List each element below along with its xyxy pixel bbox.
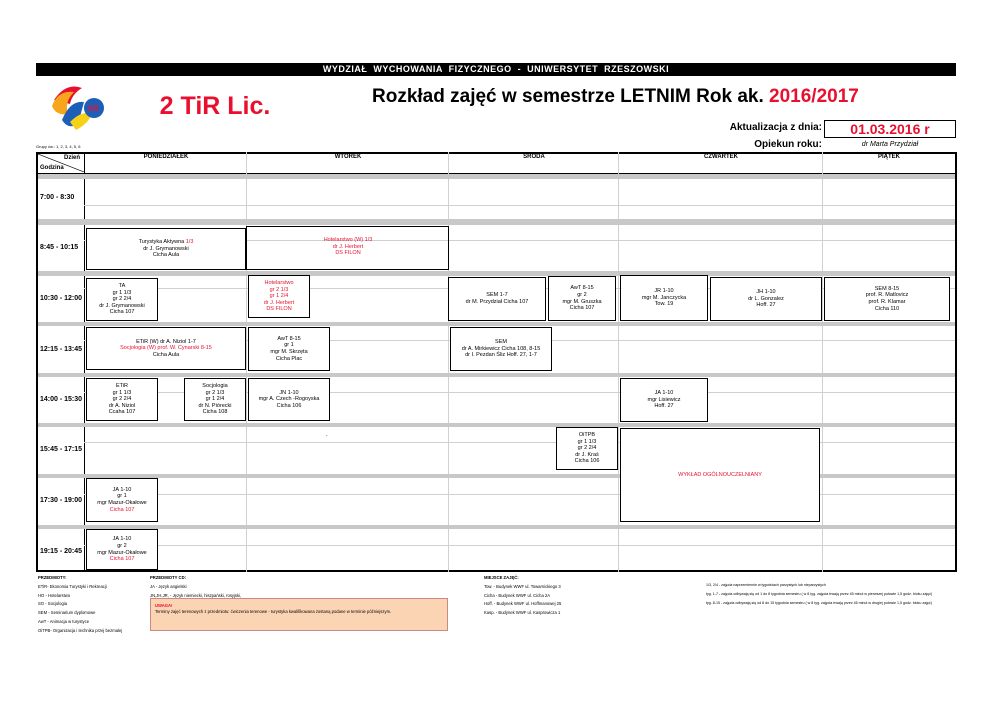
legend-item: JA - Język angielski — [150, 583, 187, 589]
class-line: mgr M. Gruszka — [562, 298, 602, 305]
class-line: gr 2 2/4 — [577, 445, 597, 452]
legend-item: tyg. 1-7 - zajęcia odbywają się od 1 do 8 tygodnia semestru ( w 8 tyg. zajęcia trwają przez 45 minut w pierwszej połowie 1,5 godz. bloku zajęć) — [706, 591, 933, 596]
class-line: Cicha 106 — [276, 402, 302, 409]
time-slot-1030: 10:30 - 12:00 — [40, 295, 83, 302]
class-line: gr 1 2/4 — [269, 293, 289, 300]
grid-line — [822, 152, 823, 572]
class-line: Socjologia (W) prof. W. Cynarski 8-15 — [120, 345, 212, 352]
legend-item: OiTPB- Organizacja i technika przej bezmalej — [38, 627, 123, 633]
class-line: gr 1 1/3 — [112, 389, 132, 396]
legend-item: Cicha - Budynek WWF ul. Cicha 2A — [484, 592, 551, 598]
class-line: Cicha 107 — [569, 305, 595, 312]
legend-item: ETiR- Ekonomia Turystyki i Rekreacji — [38, 583, 107, 589]
time-slot-1215: 12:15 - 13:45 — [40, 346, 83, 353]
class-line: ETiR — [115, 383, 129, 390]
class-line: gr 1 1/3 — [112, 289, 132, 296]
class-line: mgr Lisiewicz — [647, 396, 681, 403]
class-line: gr 2 1/3 — [205, 389, 225, 396]
class-line: mgr A. Czech -Rogoyska — [258, 396, 320, 403]
supervisor-label: Opiekun roku: — [754, 139, 822, 150]
class-line: DS FILON — [335, 250, 361, 257]
class-line: Cicha 107 — [109, 309, 135, 316]
grid-line — [84, 494, 955, 495]
supervisor-name: dr Marta Przydział — [861, 141, 919, 148]
note-box — [150, 598, 448, 631]
update-date: 01.03.2016 r — [824, 120, 956, 138]
class-line: OiTPB — [578, 432, 596, 439]
svg-text:tiR: tiR — [88, 104, 99, 113]
class-thu-1030-jr[interactable] — [620, 275, 708, 321]
legend-item: tyg. 8-15 - zajęcia odbywają się od 8 do 15 tygodnia semestru ( w 8 tyg. zajęcia trwają przez 45 minut w drugiej połowie 1,5 godz. bloku zajęć) — [706, 600, 932, 605]
day-header-wednesday: ŚRODA — [523, 154, 545, 160]
legend-item: 1/3, 2/4 - zajęcia naprzemiennie w tygodniach parzystych lub nieparzystych — [706, 583, 826, 587]
class-mon-1215[interactable] — [86, 327, 246, 370]
legend-subjects — [38, 574, 122, 636]
class-line: Cicha 107 — [109, 506, 135, 513]
title-text: Rozkład zajęć w semestrze LETNIM Rok ak. — [372, 86, 764, 107]
class-line: dr A. Niziol — [108, 402, 136, 409]
class-line: WYKŁAD OGÓLNOUCZELNIANY — [678, 471, 762, 478]
class-wed-1545[interactable] — [556, 427, 618, 470]
day-header-friday: PIĄTEK — [877, 154, 900, 160]
class-line: dr M. Przydział Cicha 107 — [465, 299, 529, 305]
class-thu-1400[interactable] — [620, 378, 708, 422]
row-separator — [38, 174, 955, 179]
faculty-banner: WYDZIAŁ WYCHOWANIA FIZYCZNEGO - UNIWERSYTET RZESZOWSKI — [36, 63, 956, 76]
class-mon-1400-etir[interactable] — [86, 378, 158, 421]
grid-line — [84, 442, 955, 443]
class-tue-1400[interactable] — [248, 378, 330, 421]
row-separator — [38, 525, 955, 529]
class-line: Tow. 19 — [654, 301, 674, 308]
class-mon-1730[interactable] — [86, 478, 158, 522]
update-label: Aktualizacja z dnia: — [729, 122, 822, 133]
class-line: dr J. Grymanowski — [99, 302, 145, 309]
class-tue-1215[interactable] — [248, 327, 330, 371]
class-line: AwT 8-15 — [570, 285, 594, 292]
class-line: gr 2 2/4 — [112, 396, 132, 403]
row-separator — [38, 219, 955, 225]
legend-places-title: MIEJSCE ZAJĘĆ: — [484, 575, 519, 580]
corner-day-label: Dzień — [64, 155, 81, 161]
class-fri-1030[interactable] — [824, 277, 950, 321]
class-line: dr J. Grymanowski — [143, 245, 189, 252]
time-slot-1915: 19:15 - 20:45 — [40, 548, 83, 555]
class-mon-0845[interactable] — [86, 228, 246, 270]
class-line: dr J. Herbert — [263, 299, 295, 306]
class-line: JN 1-10 — [279, 389, 299, 396]
class-line: Cicha 106 — [574, 458, 600, 465]
class-line: gr 2 — [577, 291, 587, 298]
time-slot-0845: 8:45 - 10:15 — [40, 244, 79, 251]
class-line: gr 1 2/4 — [205, 396, 225, 403]
class-line: Socjologia — [202, 383, 228, 390]
class-line: Hotelarstwo (W) 1/3 — [323, 237, 373, 244]
academic-year: 2016/2017 — [769, 86, 859, 107]
note-title: UWAGA! — [155, 603, 173, 608]
class-line: mgr M. Janczycka — [641, 294, 687, 301]
day-header-monday: PONIEDZIAŁEK — [143, 154, 189, 160]
class-line: dr N. Piórecki — [198, 402, 232, 409]
grid-line — [448, 152, 449, 572]
note-text: Terminy zajęć terenowych z przedmiotu: ćwiczenia terenowe - turystyka kwalifikowana zostaną podane w terminie późniejszym. — [155, 609, 392, 614]
legend-subjects-cd-title: PRZEDMIOTY CD: — [150, 575, 186, 580]
legend-places — [484, 574, 561, 618]
class-line: JR 1-10 — [654, 288, 674, 295]
legend-item: HO - Hotelarstwo — [38, 592, 71, 598]
class-thu-1030-jh[interactable] — [710, 277, 822, 321]
class-line: AwT 8-15 — [277, 335, 301, 342]
legend-item: SO - Socjologia — [38, 601, 68, 607]
class-tue-0845-frame — [246, 226, 449, 270]
legend-item: SEM - Seminarium dyplomowe — [38, 610, 96, 616]
class-line: JA 1-10 — [112, 486, 132, 493]
class-line: DS FILON — [266, 306, 292, 313]
day-header-tuesday: WTOREK — [334, 154, 362, 160]
class-line: Cicha Aula — [152, 351, 180, 358]
row-separator — [38, 322, 955, 326]
class-line: dr A. Mirkiewicz Cicha 108, 8-15 — [461, 345, 541, 352]
time-slot-1545: 15:45 - 17:15 — [40, 446, 83, 453]
legend-item: AwT - Animacja w turystyce — [38, 618, 90, 624]
class-line: JA 1-10 — [654, 390, 674, 397]
class-line: Cicha Plac — [275, 355, 303, 362]
class-wed-1030-awt[interactable] — [548, 276, 616, 321]
class-wed-1215[interactable] — [450, 327, 552, 371]
class-line: mgr Mazur-Okałowe — [97, 500, 147, 506]
class-line: SEM 1-7 — [486, 292, 508, 299]
class-mon-1400-socjologia[interactable] — [184, 378, 246, 421]
stray-dot: . — [326, 432, 328, 438]
schedule-title — [372, 86, 859, 108]
class-line: mgr Mazur-Okałowe — [97, 549, 147, 556]
group-title: 2 TiR Lic. — [159, 92, 271, 120]
class-line: Hotelarstwo — [264, 280, 294, 287]
tir-logo-icon — [48, 80, 112, 136]
class-line: gr 1 — [117, 493, 127, 500]
row-separator — [38, 423, 955, 427]
class-line: ETiR (W) dr A. Niziol 1-7 — [136, 338, 196, 345]
time-column-divider — [84, 154, 85, 571]
class-line: gr 1 — [284, 342, 294, 349]
legend-subjects-cd — [150, 574, 241, 600]
class-line: dr L. Gonzalez — [748, 295, 784, 302]
legend-subjects-title: PRZEDMIOTY: — [38, 575, 67, 580]
class-line: gr 2 2/4 — [112, 296, 132, 303]
class-line: Turystyka Aktywna 1/3 — [138, 239, 194, 246]
class-line: mgr M. Skrzęta — [270, 349, 308, 355]
grid-line — [246, 152, 247, 572]
class-line: Ccaha 107 — [108, 409, 136, 416]
time-slot-1400: 14:00 - 15:30 — [40, 396, 83, 403]
legend-item: Kasp. - Budynek WWF ul. Kasprowicza 1 — [484, 610, 561, 616]
class-wed-1030-seminar[interactable] — [448, 277, 546, 321]
class-mon-1030[interactable] — [86, 278, 158, 321]
legend-item: JN,JH,JR, - Język niemiecki, hiszpański, rosyjski, — [150, 592, 242, 598]
class-line: Hoff. 27 — [654, 403, 674, 410]
class-thu-lecture[interactable] — [620, 428, 820, 522]
time-slot-0700: 7:00 - 8:30 — [40, 194, 75, 201]
class-line: Hoff. 27 — [756, 302, 776, 309]
class-line: gr 1 1/3 — [577, 438, 597, 445]
row-separator — [38, 271, 955, 276]
grid-line — [84, 205, 955, 206]
class-tue-1030[interactable] — [248, 275, 310, 318]
class-line: Cicha Aula — [152, 252, 180, 259]
class-line: gr 2 1/3 — [269, 286, 289, 293]
grid-line — [618, 152, 619, 572]
class-line: dr J. Kraś — [575, 451, 599, 458]
class-line: dr I. Pezdan Śliz Hoff. 27, 1-7 — [465, 352, 537, 359]
corner-hour-label: Godzina — [40, 165, 64, 171]
class-mon-1915[interactable] — [86, 529, 158, 570]
class-line: JA 1-10 — [112, 536, 132, 543]
class-line: JH 1-10 — [756, 289, 776, 296]
day-header-thursday: CZWARTEK — [704, 154, 738, 160]
class-line: TA — [118, 283, 126, 290]
class-line: prof. R. Matlovicz — [865, 292, 909, 299]
legend-item: Hoff. - Budynek WWF ul. Hoffmanowej 25 — [484, 601, 562, 607]
class-line: Cicha 107 — [109, 556, 135, 563]
class-line: prof. R. Klamar — [868, 299, 906, 305]
class-line: dr J. Herbert — [332, 243, 364, 250]
class-line: Cicha 108 — [202, 409, 228, 416]
class-line: gr 2 — [117, 542, 127, 549]
grid-line — [84, 545, 955, 546]
groups-note: Grupy ćw.: 1, 2, 3, 4, 5, 6 — [36, 144, 81, 149]
class-line: SEM 8-15 — [874, 285, 900, 292]
legend-item: Tow. - Budynek WWF ul. Towarnickiego 3 — [484, 583, 561, 589]
class-line: Cicha 110 — [874, 305, 900, 312]
time-slot-1730: 17:30 - 19:00 — [40, 497, 83, 504]
class-line: SEM — [495, 339, 507, 346]
legend-periods — [706, 581, 956, 607]
row-separator — [38, 373, 955, 377]
